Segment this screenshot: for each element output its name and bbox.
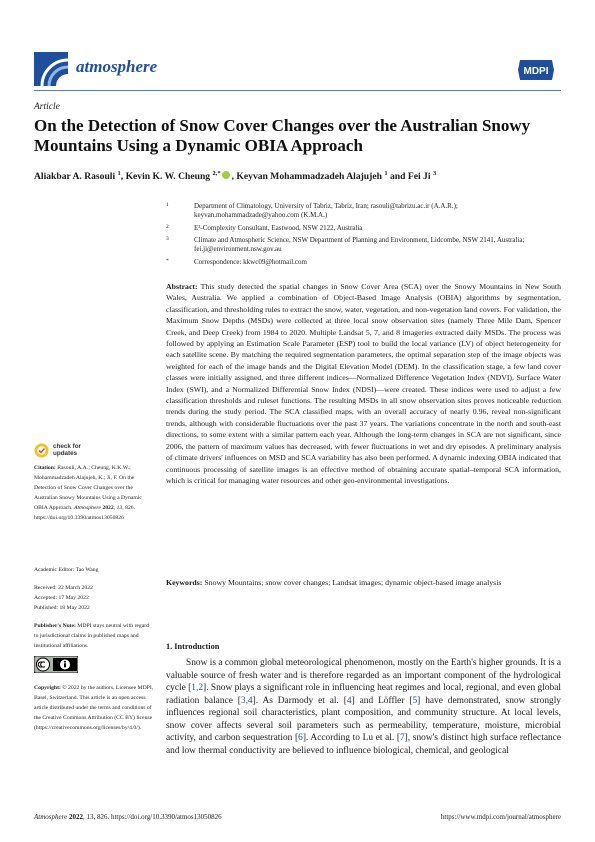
header-rule xyxy=(34,90,561,91)
keywords xyxy=(166,577,561,588)
citation-volume: 13 xyxy=(116,505,123,511)
copyright-label: Copyright: xyxy=(34,685,61,691)
journal-name[interactable]: atmosphere xyxy=(76,57,158,76)
article-type: Article xyxy=(34,102,60,112)
author-name[interactable]: Aliakbar A. Rasouli xyxy=(34,171,116,183)
correspondence-mark: * xyxy=(166,258,169,264)
citation-link[interactable]: 5 xyxy=(412,695,418,706)
abstract-label: Abstract: xyxy=(166,282,198,291)
academic-editor: Academic Editor: Tao Wang xyxy=(34,567,99,573)
footer-journal: Atmosphere xyxy=(34,813,68,821)
check-updates-icon xyxy=(34,443,49,458)
affiliation-number: 2 xyxy=(166,224,169,230)
accepted-date: Accepted: 17 May 2022 xyxy=(34,595,89,601)
citation-link[interactable]: 1,2 xyxy=(191,683,204,693)
publisher-note xyxy=(34,621,154,651)
affiliation-number: 3 xyxy=(166,236,169,242)
keywords-text: Snowy Mountains; snow cover changes; Landsat images; dynamic object-based image analysis xyxy=(204,578,502,587)
citation-journal: Atmosphere xyxy=(73,505,101,511)
check-updates-label: check for updates xyxy=(53,443,81,457)
publisher-logo-text: MDPI xyxy=(523,66,549,77)
article-title: On the Detection of Snow Cover Changes over the Australian Snowy Mountains Using a Dynamic OBIA Approach xyxy=(34,116,531,155)
citation-link[interactable]: 7 xyxy=(399,733,405,743)
citation-label: Citation: xyxy=(34,465,56,471)
author-affiliation-ref[interactable]: 1 xyxy=(117,170,121,177)
citation-year: 2022 xyxy=(102,505,114,511)
affiliation-text: Climate and Atmospheric Science, NSW Department of Planning and Environment, Lidcombe, NSW 2141, Australia; fei.ji@environment.nsw.gov.au xyxy=(194,236,525,254)
citation: Citation: Rasouli, A.A.; Cheung, K.K.W.; Mohammadzadeh Alajujeh, K.; Ji, F. On the Detection of Snow Cover Changes over the Australian Snowy Mountains Using a Dynamic OBIA Approach. Atmosphere 2022, 13, 826. https://doi.org/10.3390/atmos13050826 xyxy=(34,465,142,521)
publisher-logo[interactable] xyxy=(516,58,556,82)
citation-doi[interactable]: , 826. https://doi.org/10.3390/atmos13050826 xyxy=(34,505,136,521)
citation-text: Rasouli, A.A.; Cheung, K.K.W.; Mohammadzadeh Alajujeh, K.; Ji, F. On the Detection of Snow Cover Changes over the Australian Snowy Mountains Using a Dynamic OBIA Approach. xyxy=(34,465,142,511)
affiliation-number: 1 xyxy=(166,202,169,208)
received-date: Received: 22 March 2022 xyxy=(34,585,93,591)
publisher-note-label: Publisher's Note: xyxy=(34,623,76,629)
author-affiliation-ref[interactable]: 1 xyxy=(384,170,388,177)
citation-link[interactable]: 3,4 xyxy=(240,695,253,706)
footer-doi[interactable]: , 13, 826. https://doi.org/10.3390/atmos13050826 xyxy=(82,813,222,821)
citation-link[interactable]: 4 xyxy=(346,695,352,706)
citation-link[interactable]: 6 xyxy=(298,733,303,743)
footer-journal-url[interactable]: https://www.mdpi.com/journal/atmosphere xyxy=(440,813,561,821)
journal-logo xyxy=(34,52,68,86)
abstract-text: This study detected the spatial changes in Snow Cover Area (SCA) over the Snowy Mountains in New South Wales, Australia. We applied a combination of Object-Based Image Analysis (OBIA) algorithms by segmentation, classification, and thresholding rules to extract the snow, water, vegetation, and non-vegetation land covers. For validation, the Maximum Snow Depths (MSDs) were collected at three local snow observation sites (namely Three Mile Dam, Spencer Creek, and Deep Creek) from 1984 to 2020. Multiple Landsat 5, 7, and 8 imageries extracted daily MSDs. The process was followed by applying an Estimation Scale Parameter (ESP) tool to build the local variance (LV) of object heterogeneity for each satellite scene. By matching the required segmentation parameters, the optimal separation step of the image objects was weighted for each of the image bands and the Digital Elevation Model (DEM). In the classification stage, a few land cover classes were initially assigned, and three different indices—Normalized Difference Vegetation Index (NDVI), Surface Water Index (SWI), and a Normalized Differential Snow Index (NDSI)—were created. These indices were used to adjust a few classification thresholds and ruleset functions. The resulting MSDs in all snow observation sites proves noticeable reduction trends during the study period. The SCA classified maps, with an overall accuracy of nearly 0.96, reveal non-significant trends, although with considerable fluctuations over the past 37 years. The variations concentrate in the north and south-east directions, to some extent with a similar pattern each year. Although the long-term changes in SCA are not significant, since 2006, the pattern of maximum values has decreased, with fewer fluctuations in wet and dry episodes. A preliminary analysis of climate drivers' influences on MSD and SCA variability has also been performed. A dynamic indexing OBIA indicated that continuous processing of satellite images is an effective method of obtaining accurate spatial–temporal SCA information, which is critical for managing water resources and other geo-environmental investigations. xyxy=(166,282,561,485)
author-name[interactable]: Keyvan Mohammadzadeh Alajujeh xyxy=(236,171,382,183)
author-name[interactable]: Kevin K. W. Cheung xyxy=(125,171,211,183)
author-affiliation-ref[interactable]: 3 xyxy=(432,170,437,177)
footer-year: 2022 xyxy=(68,813,83,821)
correspondence-text[interactable]: Correspondence: kkwc09@hotmail.com xyxy=(194,258,307,266)
author-affiliation-ref[interactable]: 2,* xyxy=(212,170,221,177)
author-list: Aliakbar A. Rasouli $^1$, Kevin K. W. Cheung $^{2,*}$ , Keyvan Mohammadzadeh Alajujeh $^1$ and Fei Ji $^3$ xyxy=(34,170,437,183)
published-date: Published: 18 May 2022 xyxy=(34,605,90,611)
cc-by-license-icon[interactable] xyxy=(34,656,78,673)
keywords-label: Keywords: xyxy=(166,578,203,587)
publisher-note-text: MDPI stays neutral with regard to jurisdictional claims in published maps and institutional affiliations. xyxy=(34,623,150,649)
copyright-text: © 2022 by the authors. Licensee MDPI, Basel, Switzerland. This article is an open access article distributed under the terms and conditions of the Creative Commons Attribution (CC BY) license (https://creativecommons.org/licenses/by/4.0/). xyxy=(34,685,154,731)
author-conjunction: and xyxy=(390,171,406,183)
affiliation-text: Department of Climatology, University of Tabriz, Tabriz, Iran; rasouli@tabrizu.ac.ir (A.A.R.); keyvan.mohammadzade@yahoo.com (K.M.A.) xyxy=(194,202,458,220)
check-for-updates-button[interactable] xyxy=(34,443,94,459)
footer-citation xyxy=(34,813,222,821)
abstract xyxy=(166,281,561,486)
introduction-paragraph: Snow is a common global meteorological phenomenon, mostly on the Earth's higher grounds. It is a valuable source of fresh water and is therefore regarded as an important component of the hydrological cycle [1,2]. Snow plays a significant role in influencing heat regimes and local, regional, and even global radiation balance [3,4]. As Darmody et al. [4] and Löffler [5] have demonstrated, snow strongly influences regional soil characteristics, plant composition, and community structure. At local levels, snow cover affects several soil parameters such as permeability, temperature, moisture, microbial activity, and carbon sequestration [6]. According to Lu et al. [7], snow's distinct high surface reflectance and low thermal conductivity are believed to influence biological, chemical, and geological xyxy=(166,658,561,756)
section-heading-introduction: 1. Introduction xyxy=(166,642,220,651)
affiliation-text: E³-Complexity Consultant, Eastwood, NSW 2122, Australia xyxy=(194,224,363,232)
author-name[interactable]: Fei Ji xyxy=(407,171,431,183)
copyright xyxy=(34,683,154,733)
orcid-icon[interactable] xyxy=(222,171,230,179)
